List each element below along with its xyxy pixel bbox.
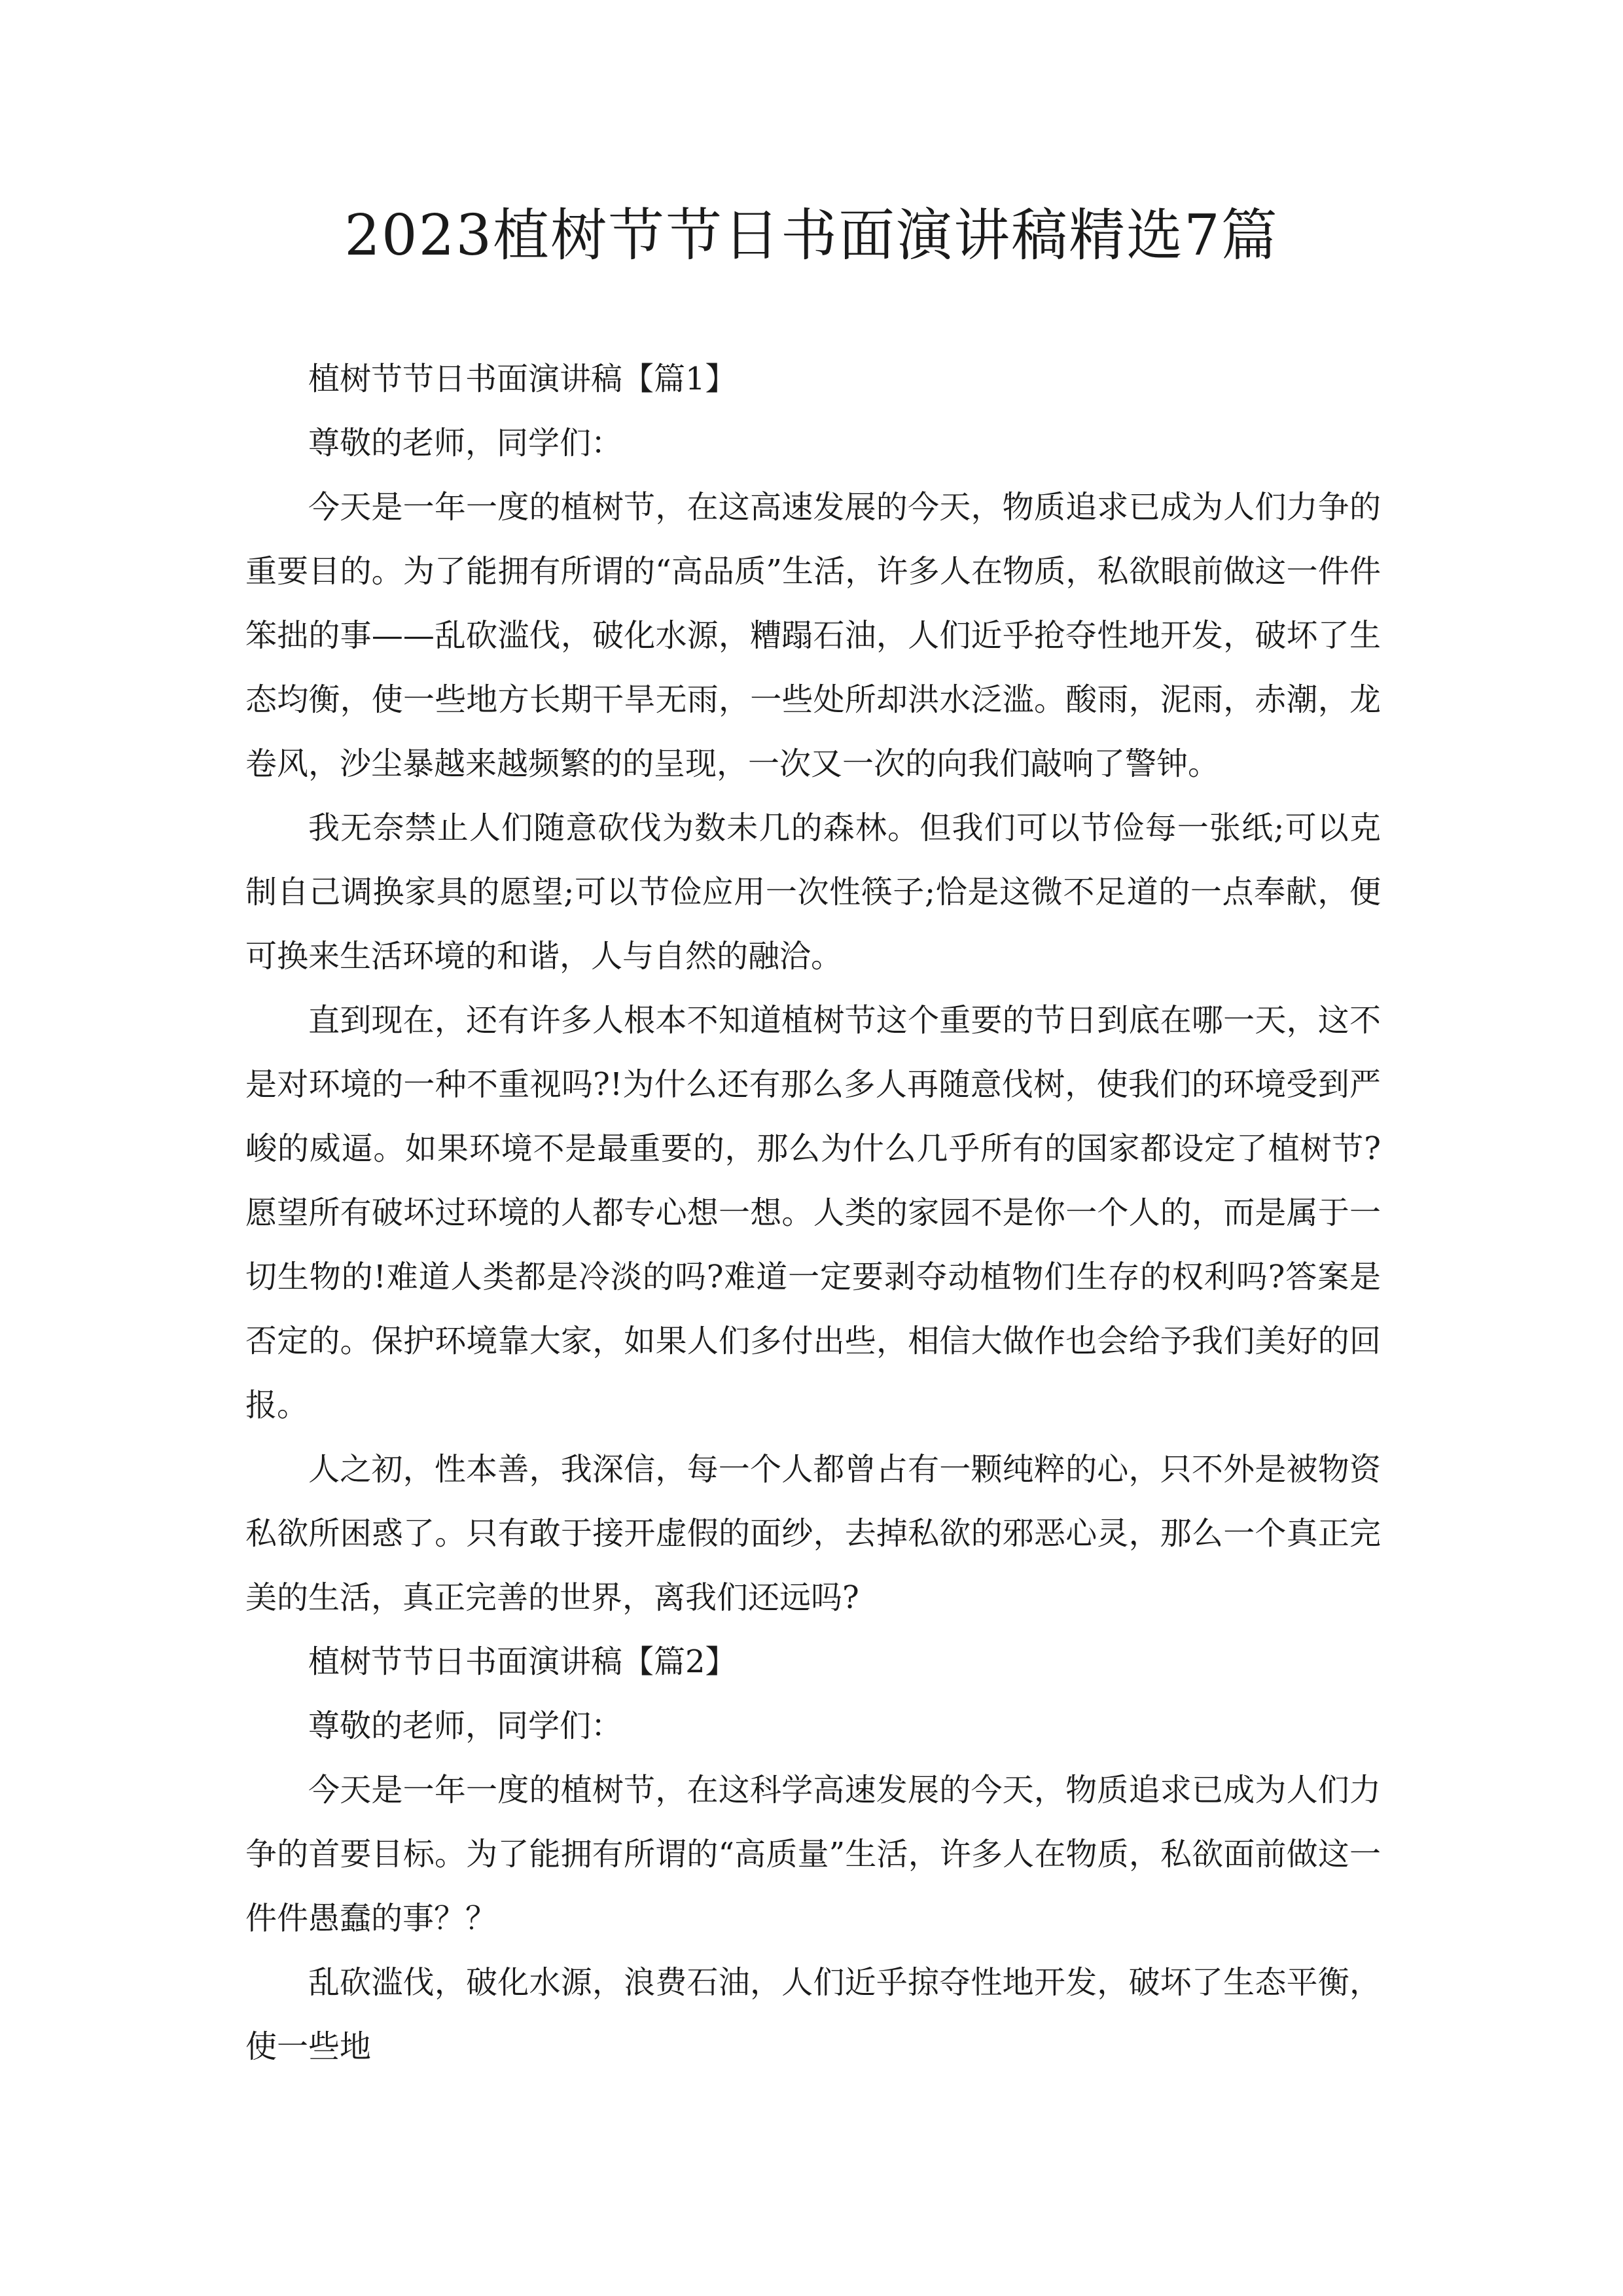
paragraph: 今天是一年一度的植树节，在这高速发展的今天，物质追求已成为人们力争的重要目的。为了能拥有所谓的“高品质”生活，许多人在物质，私欲眼前做这一件件笨拙的事——乱砍滥伐，破化水源，糟蹋石油，人们近乎抢夺性地开发，破坏了生态均衡，使一些地方长期干旱无雨，一些处所却洪水泛滥。酸雨，泥雨，赤潮，龙卷风，沙尘暴越来越频繁的的呈现，一次又一次的向我们敲响了警钟。	[245, 489, 1381, 782]
document-body	[245, 347, 1381, 2079]
paragraph: 乱砍滥伐，破化水源，浪费石油，人们近乎掠夺性地开发，破坏了生态平衡，使一些地	[245, 1964, 1381, 2065]
salutation-1: 尊敬的老师，同学们：	[308, 425, 623, 461]
section-heading-1: 植树节节日书面演讲稿【篇1】	[308, 361, 737, 397]
salutation-2: 尊敬的老师，同学们：	[308, 1708, 623, 1744]
section-heading-2: 植树节节日书面演讲稿【篇2】	[308, 1643, 737, 1680]
paragraph: 我无奈禁止人们随意砍伐为数未几的森林。但我们可以节俭每一张纸;可以克制自己调换家具的愿望;可以节俭应用一次性筷子;恰是这微不足道的一点奉献，便可换来生活环境的和谐，人与自然的融洽。	[245, 810, 1381, 975]
paragraph: 今天是一年一度的植树节，在这科学高速发展的今天，物质追求已成为人们力争的首要目标。为了能拥有所谓的“高质量”生活，许多人在物质，私欲面前做这一件件愚蠢的事？？	[245, 1772, 1381, 1937]
paragraph: 人之初，性本善，我深信，每一个人都曾占有一颗纯粹的心，只不外是被物资私欲所困惑了。只有敢于接开虚假的面纱，去掉私欲的邪恶心灵，那么一个真正完美的生活，真正完善的世界，离我们还远吗?	[245, 1451, 1381, 1616]
paragraph: 直到现在，还有许多人根本不知道植树节这个重要的节日到底在哪一天，这不是对环境的一种不重视吗?!为什么还有那么多人再随意伐树，使我们的环境受到严峻的威逼。如果环境不是最重要的，那么为什么几乎所有的国家都设定了植树节?愿望所有破坏过环境的人都专心想一想。人类的家园不是你一个人的，而是属于一切生物的!难道人类都是冷淡的吗?难道一定要剥夺动植物们生存的权利吗?答案是否定的。保护环境靠大家，如果人们多付出些，相信大做作也会给予我们美好的回报。	[245, 1002, 1381, 1424]
document-title: 2023植树节节日书面演讲稿精选7篇	[344, 203, 1279, 268]
